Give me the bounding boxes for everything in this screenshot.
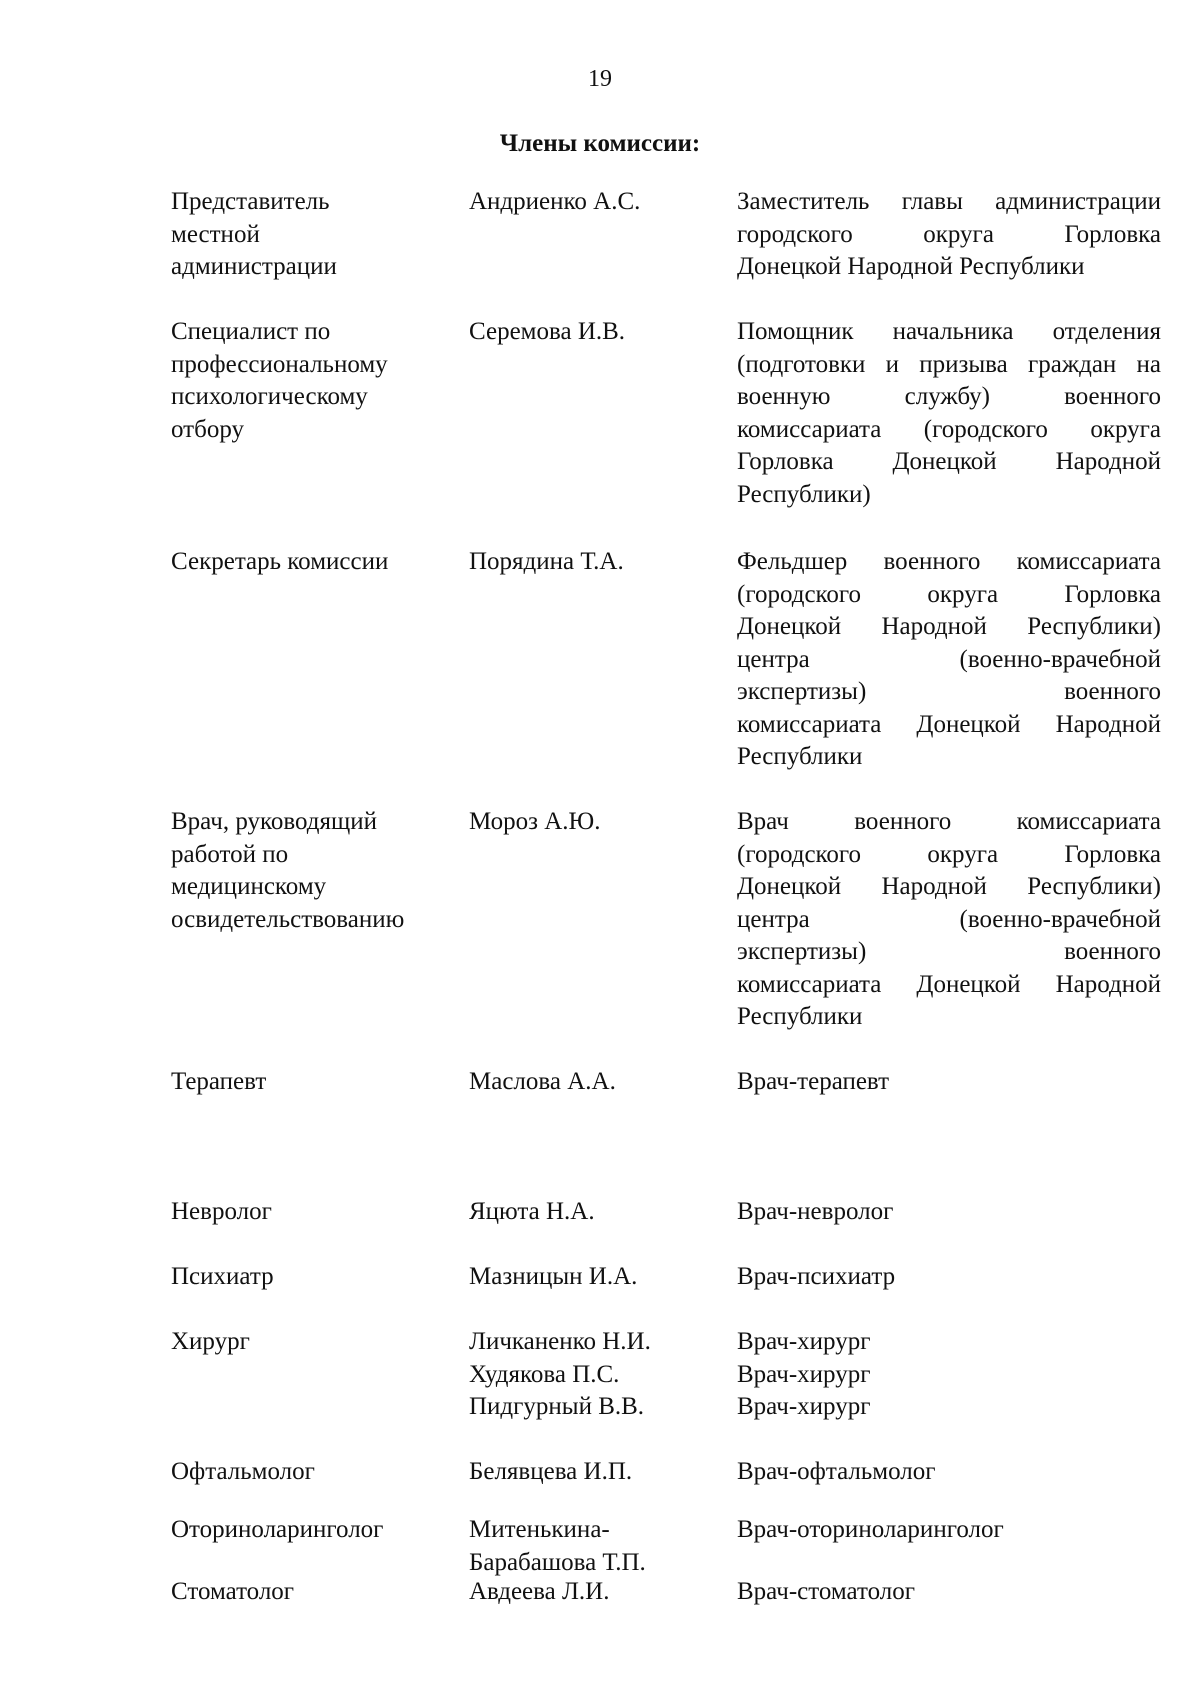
section-title: Члены комиссии: xyxy=(499,130,701,157)
role-line: Терапевт xyxy=(171,1068,267,1095)
name-line: Авдеева Л.И. xyxy=(469,1578,610,1605)
role-line: Оториноларинголог xyxy=(171,1516,384,1543)
position-line: Врач-хирург xyxy=(737,1360,871,1388)
position-line: (городского округа Горловка xyxy=(737,580,1161,608)
member-position xyxy=(737,1261,1161,1294)
position-line: комиссариата (городского округа xyxy=(737,415,1161,443)
role-line: Специалист по xyxy=(171,318,331,345)
member-name xyxy=(469,546,729,579)
member-role xyxy=(171,1514,461,1547)
position-line: Врач-стоматолог xyxy=(737,1578,915,1605)
role-line: Представитель xyxy=(171,188,330,215)
member-role xyxy=(171,1576,461,1609)
member-position xyxy=(737,1326,1161,1424)
name-line: Личканенко Н.И. xyxy=(469,1328,651,1355)
name-line: Мазницын И.А. xyxy=(469,1263,638,1290)
member-name xyxy=(469,1514,729,1579)
member-name xyxy=(469,186,729,219)
role-line: администрации xyxy=(171,253,337,280)
member-role xyxy=(171,1066,461,1099)
role-line: Невролог xyxy=(171,1198,272,1225)
role-line: местной xyxy=(171,220,260,248)
name-line: Мороз А.Ю. xyxy=(469,808,601,835)
position-line: экспертизы) военного xyxy=(737,938,1161,965)
member-name xyxy=(469,1326,729,1424)
member-position xyxy=(737,546,1161,774)
position-line: комиссариата Донецкой Народной xyxy=(737,970,1161,998)
member-position xyxy=(737,1456,1161,1489)
role-line: работой по xyxy=(171,840,289,868)
name-line: Худякова П.С. xyxy=(469,1360,620,1388)
position-line: Врач-терапевт xyxy=(737,1068,890,1095)
role-line: освидетельствованию xyxy=(171,905,405,933)
position-line: Врач-психиатр xyxy=(737,1263,896,1290)
member-position xyxy=(737,316,1161,511)
position-line: Врач-оториноларинголог xyxy=(737,1516,1004,1543)
name-line: Белявцева И.П. xyxy=(469,1458,633,1485)
position-line: Республики) xyxy=(737,480,871,508)
position-line: городского округа Горловка xyxy=(737,220,1161,248)
role-line: медицинскому xyxy=(171,873,327,900)
member-role xyxy=(171,546,461,579)
member-role xyxy=(171,806,461,936)
position-line: Помощник начальника отделения xyxy=(737,318,1161,345)
member-name xyxy=(469,1576,729,1609)
name-line: Андриенко А.С. xyxy=(469,188,641,215)
position-line: Горловка Донецкой Народной xyxy=(737,448,1161,475)
name-line: Порядина Т.А. xyxy=(469,548,624,575)
name-line: Барабашова Т.П. xyxy=(469,1548,646,1576)
position-line: экспертизы) военного xyxy=(737,678,1161,705)
member-name xyxy=(469,1456,729,1489)
position-line: Фельдшер военного комиссариата xyxy=(737,548,1161,575)
member-position xyxy=(737,1066,1161,1099)
position-line: центра (военно-врачебной xyxy=(737,645,1161,673)
role-line: отбору xyxy=(171,415,244,443)
position-line: Заместитель главы администрации xyxy=(737,188,1161,215)
position-line: комиссариата Донецкой Народной xyxy=(737,710,1161,738)
position-line: Донецкой Народной Республики xyxy=(737,253,1085,280)
member-position xyxy=(737,186,1161,284)
role-line: Стоматолог xyxy=(171,1578,295,1605)
position-line: Врач-офтальмолог xyxy=(737,1458,936,1485)
position-line: Врач военного комиссариата xyxy=(737,808,1161,835)
position-line: военную службу) военного xyxy=(737,383,1161,410)
page-number: 19 xyxy=(588,66,612,92)
member-role xyxy=(171,1261,461,1294)
name-line: Яцюта Н.А. xyxy=(469,1198,595,1225)
member-role xyxy=(171,186,461,284)
position-line: Врач-хирург xyxy=(737,1393,871,1420)
member-role xyxy=(171,1326,461,1359)
role-line: психологическому xyxy=(171,383,368,410)
position-line: Врач-хирург xyxy=(737,1328,871,1355)
member-position xyxy=(737,1576,1161,1609)
member-role xyxy=(171,1456,461,1489)
name-line: Маслова А.А. xyxy=(469,1068,616,1095)
role-line: Секретарь комиссии xyxy=(171,548,389,575)
role-line: Психиатр xyxy=(171,1263,274,1290)
position-line: (городского округа Горловка xyxy=(737,840,1161,868)
member-position xyxy=(737,806,1161,1034)
member-name xyxy=(469,1196,729,1229)
position-line: (подготовки и призыва граждан на xyxy=(737,350,1161,378)
member-position xyxy=(737,1514,1161,1547)
role-line: Офтальмолог xyxy=(171,1458,315,1485)
position-line: Врач-невролог xyxy=(737,1198,894,1225)
name-line: Митенькина- xyxy=(469,1516,610,1543)
member-name xyxy=(469,1066,729,1099)
role-line: профессиональному xyxy=(171,350,388,378)
role-line: Врач, руководящий xyxy=(171,808,378,835)
member-name xyxy=(469,316,729,349)
member-name xyxy=(469,806,729,839)
position-line: Донецкой Народной Республики) xyxy=(737,873,1161,900)
position-line: Республики xyxy=(737,1003,863,1030)
member-role xyxy=(171,1196,461,1229)
name-line: Серемова И.В. xyxy=(469,318,626,345)
member-name xyxy=(469,1261,729,1294)
member-role xyxy=(171,316,461,446)
role-line: Хирург xyxy=(171,1328,250,1355)
position-line: Донецкой Народной Республики) xyxy=(737,613,1161,640)
member-position xyxy=(737,1196,1161,1229)
position-line: центра (военно-врачебной xyxy=(737,905,1161,933)
position-line: Республики xyxy=(737,743,863,770)
name-line: Пидгурный В.В. xyxy=(469,1393,645,1420)
